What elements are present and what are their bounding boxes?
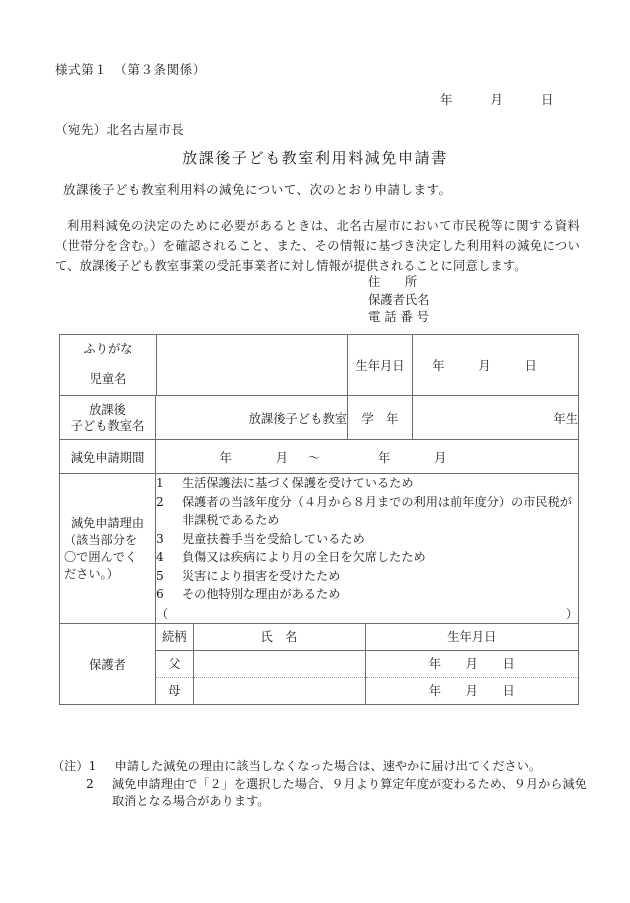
reason-text: 災害により損害を受けたため: [182, 568, 341, 583]
child-name-cell: [60, 335, 348, 396]
reason-free-text-input[interactable]: [156, 604, 578, 624]
classroom-name-input[interactable]: 放課後子ども教室: [156, 396, 348, 440]
guardian-col-name: 氏 名: [193, 624, 365, 651]
guardian-table: [156, 624, 578, 704]
reason-number: 3: [156, 531, 164, 546]
child-birth-month: 月: [478, 359, 491, 373]
guardian-label: 保護者: [60, 624, 156, 705]
applicant-guardian-name-label: 保護者氏名: [368, 292, 430, 307]
table-row-guardian: [60, 624, 579, 705]
reason-options: [156, 474, 579, 624]
footnote-tag: （注）: [52, 759, 89, 773]
reason-text: 生活保護法に基づく保護を受けているため: [182, 476, 414, 490]
period-separator: 〜: [307, 450, 321, 465]
reason-number: 2: [156, 494, 164, 509]
application-table: [59, 334, 579, 705]
date-day-label: 日: [540, 92, 554, 107]
table-row-period: [60, 440, 579, 474]
form-number: 様式第１ （第３条関係）: [55, 62, 206, 77]
reason-number: 5: [156, 568, 164, 583]
footnote-text: 減免申請理由で「２」を選択した場合、９月より算定年度が変わるため、９月から減免取消となる場合があります。: [112, 776, 587, 808]
reason-option[interactable]: [156, 493, 578, 530]
classroom-label-line1: 放課後: [89, 402, 126, 417]
footnote-text: 申請した減免の理由に該当しなくなった場合は、速やかに届け出てください。: [114, 759, 542, 773]
guardian-birth-mother-input[interactable]: 年 月 日: [365, 678, 578, 705]
applicant-fields: [368, 274, 430, 327]
child-birth-label: 生年月日: [348, 335, 413, 396]
table-row-reason: [60, 474, 579, 624]
period-from-month: 月: [275, 450, 288, 465]
guardian-name-father-input[interactable]: [193, 651, 365, 678]
consent-paragraph: 利用料減免の決定のために必要があるときは、北名古屋市において市民税等に関する資料（世帯分を含む。）を確認されること、また、その情報に基づき決定した利用料の減免について、放課後子ども教室事業の受託事業者に対し情報が提供されることに同意します。: [55, 219, 580, 273]
reason-paren-open: （: [156, 606, 169, 621]
lead-paragraph: 放課後子ども教室利用料の減免について、次のとおり申請します。: [63, 182, 452, 197]
period-to-year: 年: [378, 450, 391, 465]
guardian-relation-mother: 母: [156, 678, 193, 705]
furigana-label: ふりがな: [60, 335, 157, 363]
reason-number: 6: [156, 587, 164, 601]
reason-number: 1: [156, 476, 164, 490]
reason-text: 児童扶養手当を受給しているため: [182, 531, 365, 546]
guardian-row-father: [156, 651, 578, 678]
table-row-child: [60, 335, 579, 396]
period-to-month: 月: [434, 450, 447, 465]
guardian-subtable-cell: [156, 624, 579, 705]
classroom-label: [60, 396, 156, 440]
child-birth-year: 年: [432, 359, 445, 373]
guardian-name-mother-input[interactable]: [193, 678, 365, 705]
applicant-phone-label: 電 話 番 号: [368, 310, 429, 324]
guardian-row-mother: [156, 678, 578, 705]
reason-option[interactable]: [156, 567, 578, 586]
page-title: 放課後子ども教室利用料減免申請書: [182, 149, 448, 167]
reason-text: 保護者の当該年度分（４月から８月までの利用は前年度分）の市民税が非課税であるため: [182, 494, 572, 527]
child-birth-input[interactable]: [413, 335, 579, 396]
guardian-col-birth: 生年月日: [365, 624, 578, 651]
reason-text: 負傷又は疾病により月の全日を欠席したため: [182, 550, 426, 564]
period-label: 減免申請期間: [60, 440, 156, 474]
date-month-label: 月: [490, 92, 503, 107]
period-input[interactable]: [156, 440, 579, 474]
classroom-label-line2: 子ども教室名: [70, 418, 145, 433]
guardian-relation-father: 父: [156, 651, 193, 678]
reason-option[interactable]: [156, 585, 578, 604]
reason-option[interactable]: [156, 548, 578, 567]
grade-input[interactable]: 年生: [413, 396, 579, 440]
reason-option[interactable]: [156, 530, 578, 549]
child-name-input[interactable]: [157, 363, 348, 395]
footnotes: [52, 758, 592, 811]
reason-label-line4: ださい。）: [64, 566, 119, 581]
guardian-birth-father-input[interactable]: 年 月 日: [365, 651, 578, 678]
child-name-label: 児童名: [60, 363, 157, 395]
reason-label-line2: （該当部分を: [64, 532, 138, 547]
addressee: （宛先）北名古屋市長: [55, 122, 185, 137]
date-entry-line: [440, 90, 553, 108]
footnote-item: [52, 758, 592, 776]
reason-label-line1: 減免申請理由: [70, 515, 145, 530]
reason-option[interactable]: [156, 474, 578, 493]
footnote-item: [52, 776, 592, 811]
footnote-number: 1: [88, 759, 97, 773]
reason-number: 4: [156, 550, 164, 564]
period-from-year: 年: [219, 450, 232, 465]
grade-label: 学 年: [348, 396, 413, 440]
reason-label: [60, 474, 156, 624]
applicant-address-label: 住 所: [368, 275, 418, 289]
furigana-input[interactable]: [157, 335, 348, 363]
footnote-number: 2: [86, 776, 94, 791]
reason-text: その他特別な理由があるため: [182, 587, 341, 601]
reason-label-line3: 〇で囲んでく: [64, 549, 138, 564]
date-year-label: 年: [440, 92, 453, 107]
child-birth-day: 日: [524, 359, 537, 373]
reason-paren-close: ）: [565, 606, 578, 621]
guardian-header-row: [156, 624, 578, 651]
table-row-classroom: [60, 396, 579, 440]
guardian-col-relation: 続柄: [156, 624, 193, 651]
